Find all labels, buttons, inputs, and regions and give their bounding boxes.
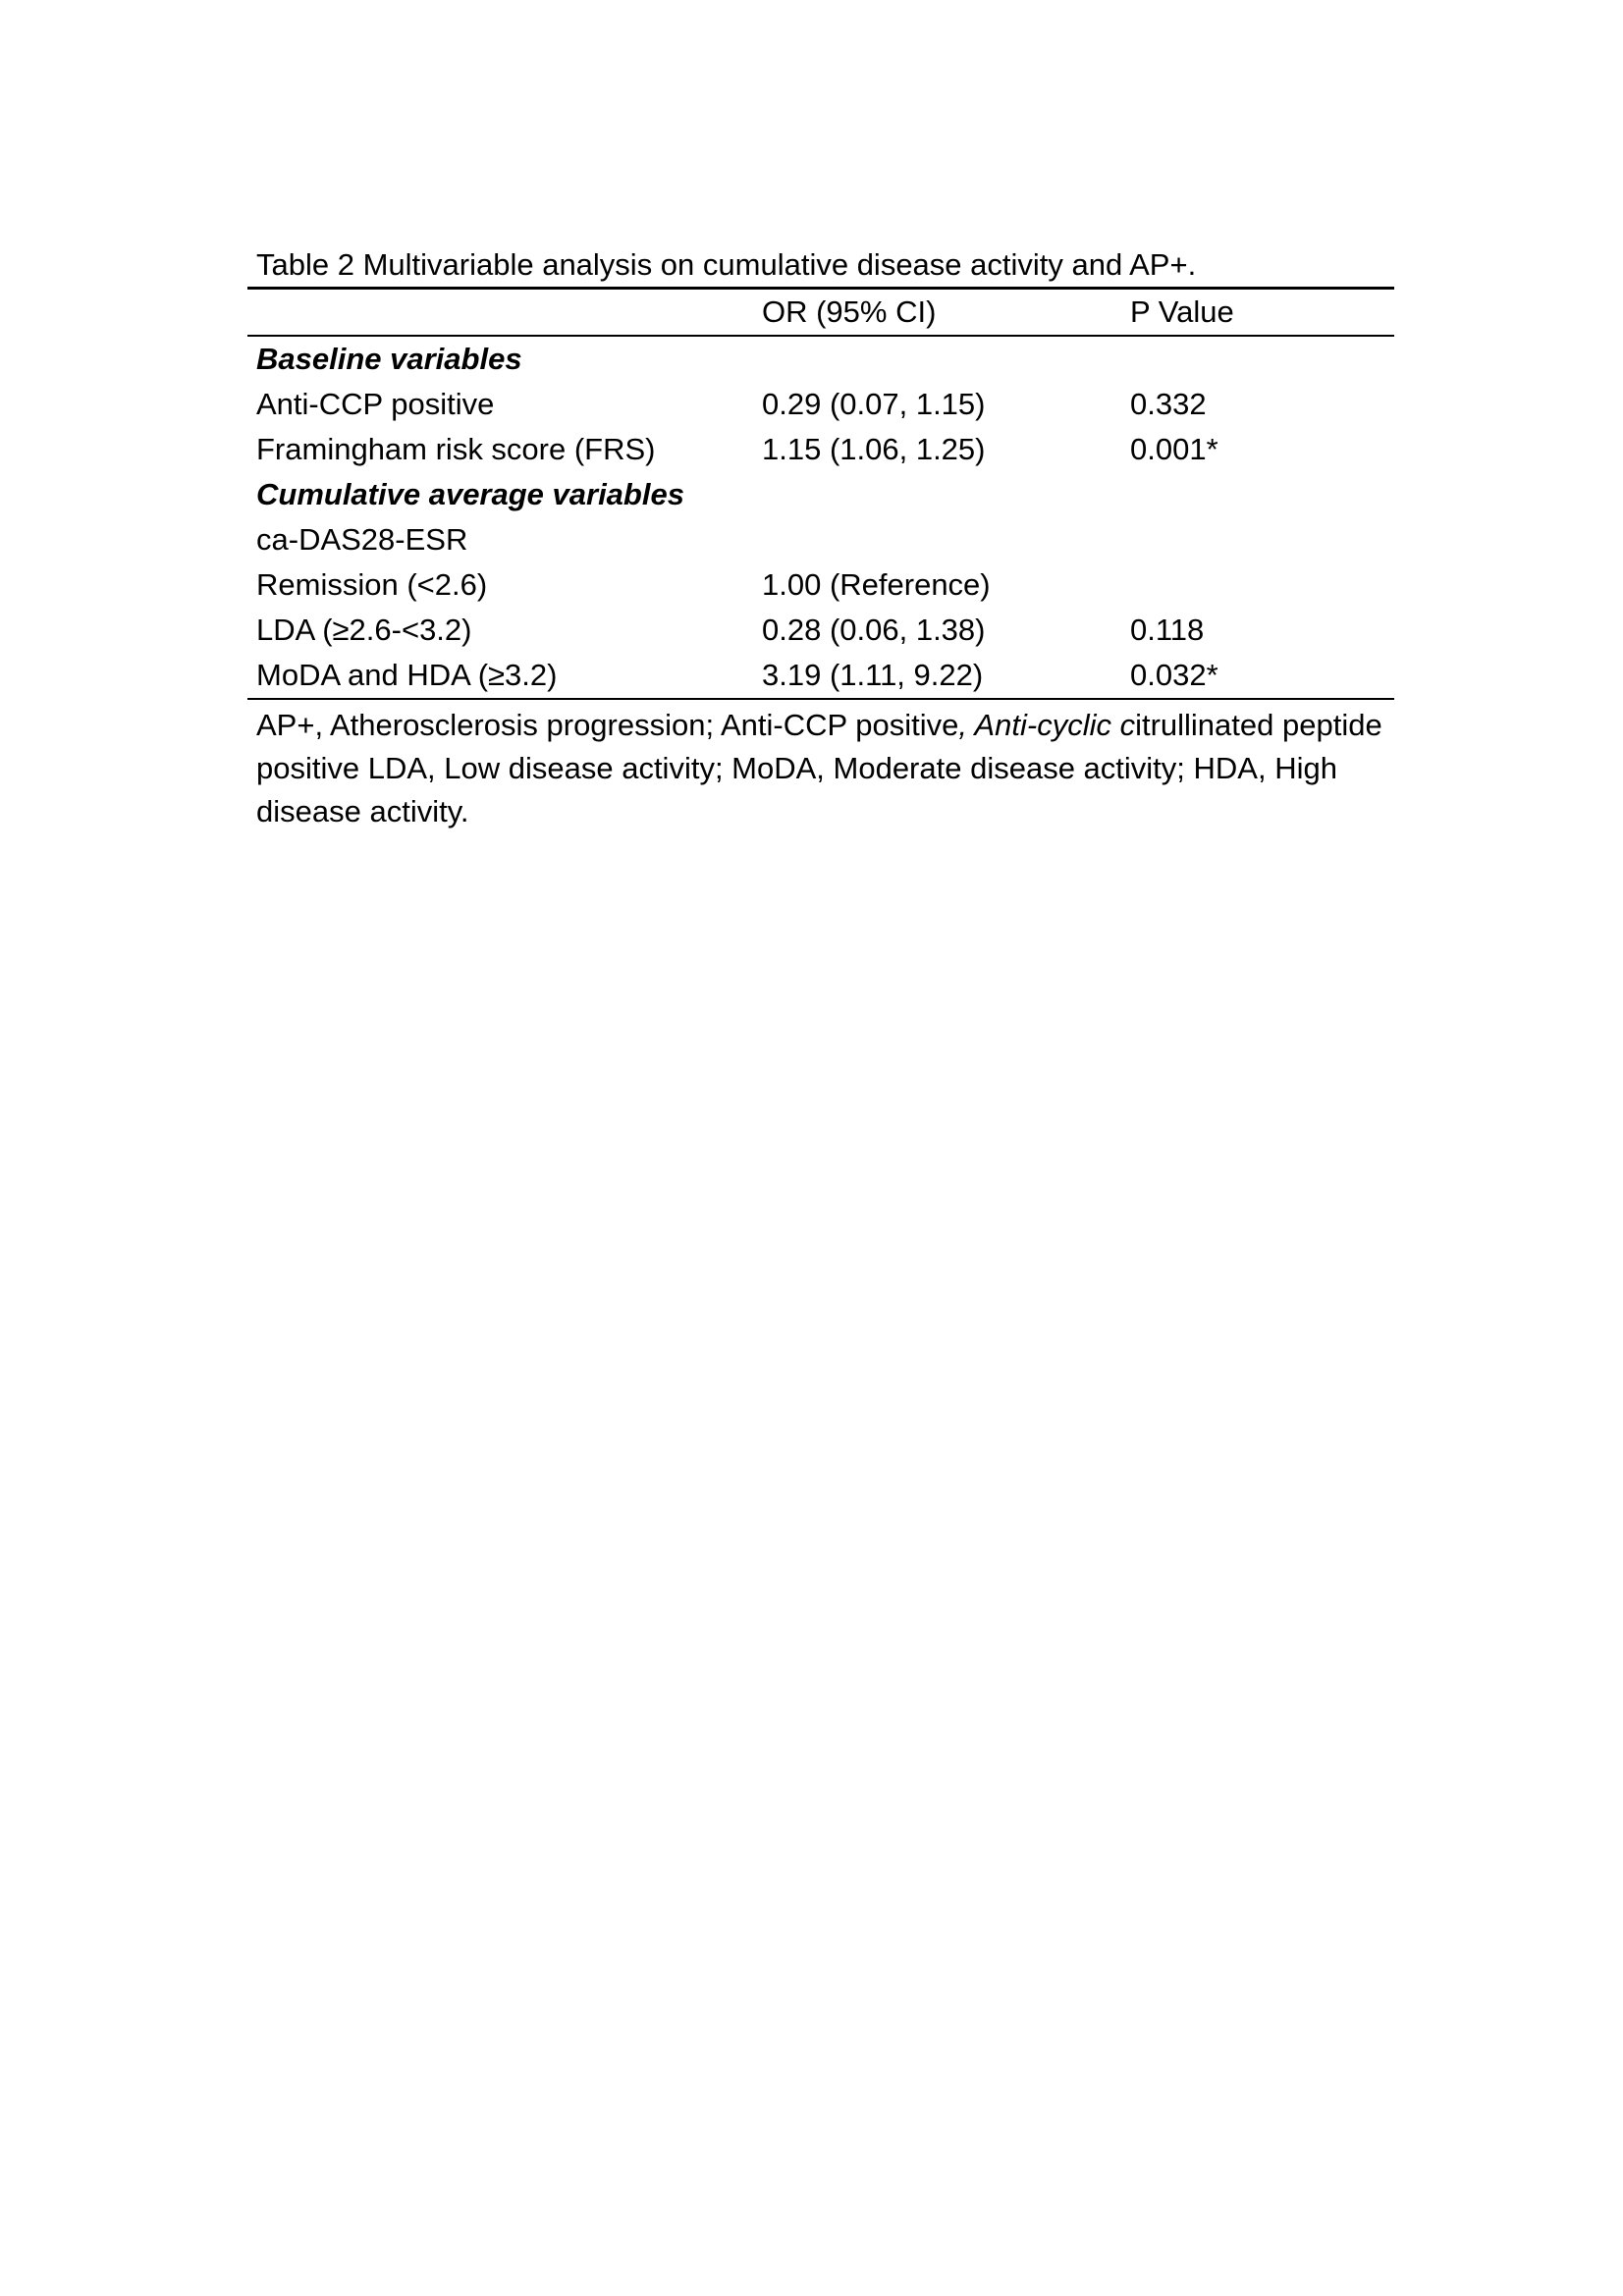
- table-row-section: [247, 472, 1394, 517]
- footnote-part-italic: , Anti-: [958, 708, 1038, 742]
- results-table: [247, 287, 1394, 700]
- table-row: [247, 427, 1394, 472]
- row-or: [753, 517, 1121, 562]
- table-row: [247, 562, 1394, 608]
- row-or: 0.28 (0.06, 1.38): [762, 613, 986, 647]
- row-or: 3.19 (1.11, 9.22): [762, 658, 984, 692]
- table-row: [247, 653, 1394, 699]
- table-container: [247, 243, 1394, 833]
- row-or: 1.15 (1.06, 1.25): [762, 432, 986, 466]
- row-or: 0.29 (0.07, 1.15): [762, 387, 986, 421]
- row-p: 0.118: [1130, 613, 1205, 647]
- row-or: 1.00 (Reference): [762, 567, 991, 602]
- table-row: [247, 608, 1394, 653]
- row-p: 0.032*: [1130, 658, 1218, 692]
- row-label: Framingham risk score (FRS): [256, 432, 656, 466]
- header-p-value: P Value: [1130, 294, 1234, 329]
- row-p: [1121, 472, 1394, 517]
- table-row-section: [247, 336, 1394, 382]
- table-header-row: [247, 289, 1394, 337]
- header-or: OR (95% CI): [762, 294, 937, 329]
- footnote-part: AP+, Atherosclerosis progression; Anti-CCP positive: [256, 708, 959, 742]
- row-label: Cumulative average variables: [256, 477, 684, 511]
- row-p: [1121, 562, 1394, 608]
- row-p: 0.332: [1130, 387, 1207, 421]
- row-label: Anti-CCP positive: [256, 387, 495, 421]
- table-row: [247, 382, 1394, 427]
- table-footnote: [247, 700, 1395, 833]
- table-row: [247, 517, 1394, 562]
- header-variable: [247, 289, 753, 337]
- row-p: [1121, 336, 1394, 382]
- row-label: Baseline variables: [256, 342, 522, 376]
- footnote-part-italic: cyclic c: [1037, 708, 1136, 742]
- row-or: [753, 472, 1121, 517]
- row-label: Remission (<2.6): [256, 567, 488, 602]
- table-caption: Table 2 Multivariable analysis on cumulative disease activity and AP+.: [256, 247, 1197, 282]
- row-label: ca-DAS28-ESR: [256, 522, 468, 557]
- row-label: LDA (≥2.6-<3.2): [256, 613, 472, 647]
- row-p: 0.001*: [1130, 432, 1218, 466]
- row-p: [1121, 517, 1394, 562]
- row-label: MoDA and HDA (≥3.2): [256, 658, 558, 692]
- row-or: [753, 336, 1121, 382]
- footnote-part: itrullinated peptide positive LDA, Low disease activity; MoDA, Moderate disease activity; HDA, High disease activity.: [256, 708, 1382, 828]
